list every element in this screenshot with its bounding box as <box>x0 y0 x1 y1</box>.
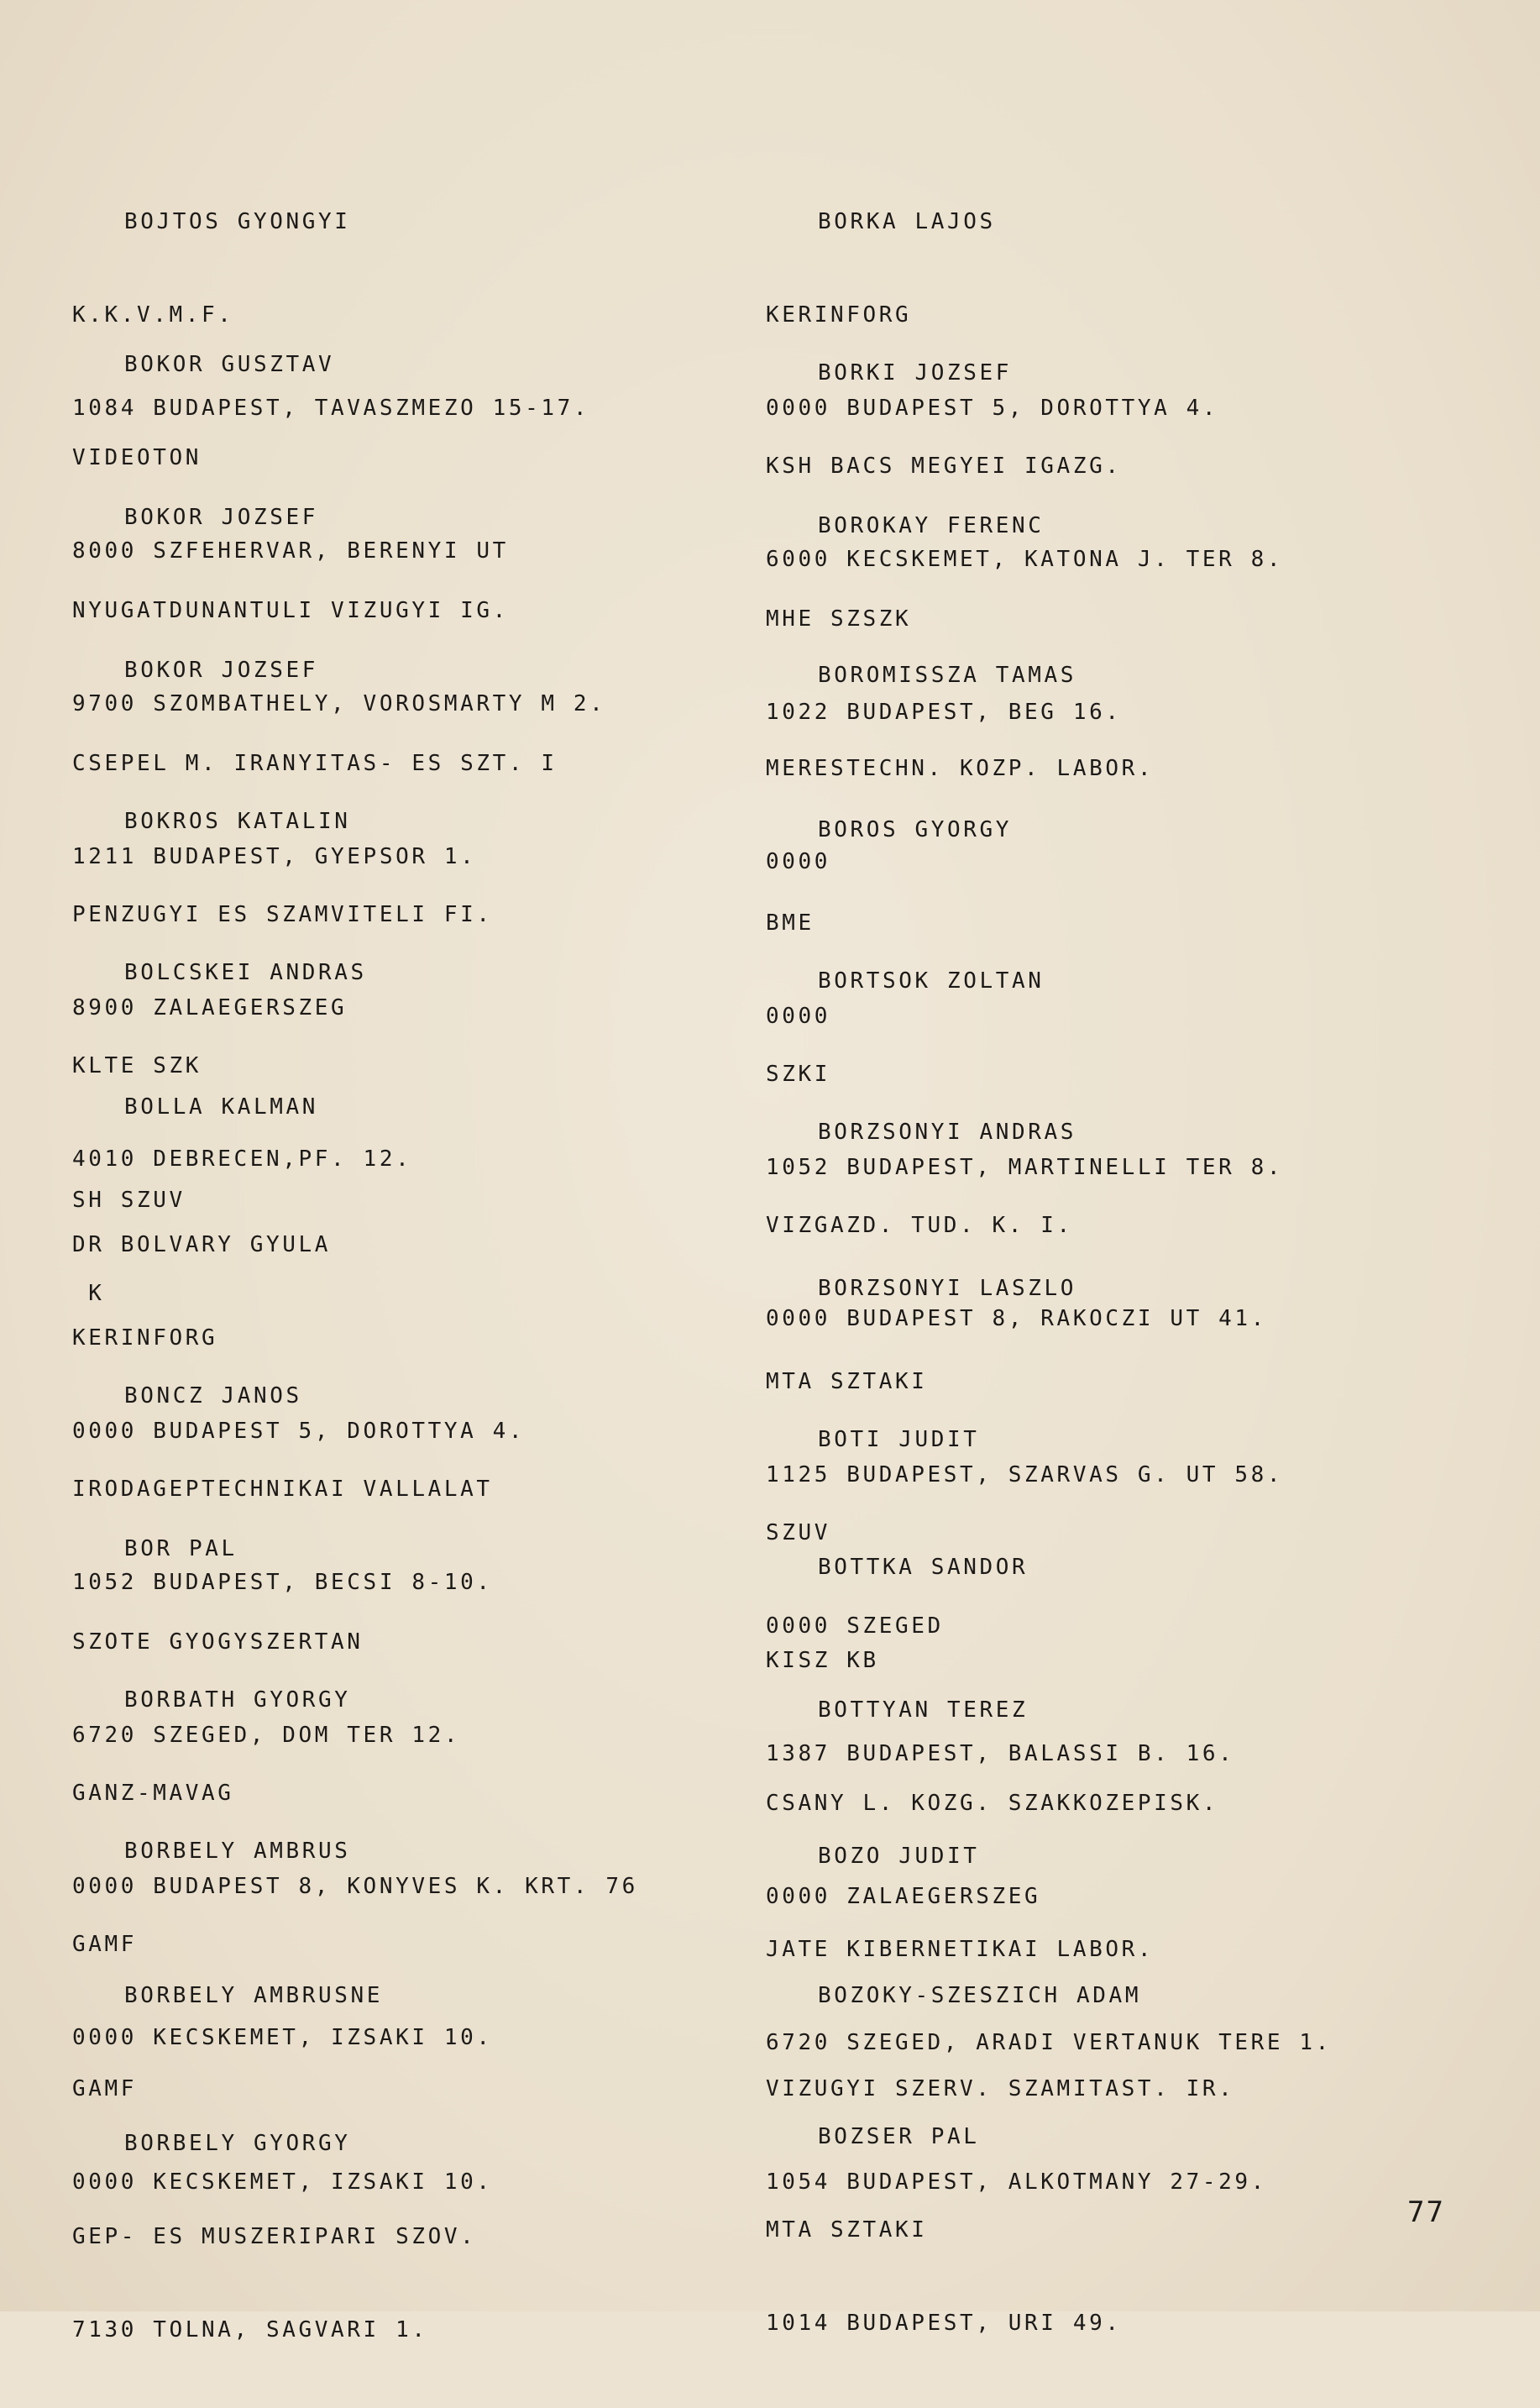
entry-name: BOTTKA SANDOR <box>818 1555 1029 1580</box>
entry-name: BORBELY AMBRUSNE <box>124 1983 384 2008</box>
entry-organization: KLTE SZK <box>72 1053 202 1078</box>
page-number: 77 <box>1407 2196 1445 2229</box>
entry-address: 0000 BUDAPEST 5, DOROTTYA 4. <box>72 1419 526 1444</box>
entry-name: BORBELY GYORGY <box>124 2131 351 2156</box>
entry-name: BOLCSKEI ANDRAS <box>124 960 367 985</box>
entry-address: 1052 BUDAPEST, BECSI 8-10. <box>72 1570 493 1595</box>
entry-organization: GEP- ES MUSZERIPARI SZOV. <box>72 2224 477 2249</box>
entry-name: BOTI JUDIT <box>818 1427 980 1452</box>
entry-organization: NYUGATDUNANTULI VIZUGYI IG. <box>72 598 509 623</box>
entry-address: 7130 TOLNA, SAGVARI 1. <box>72 2317 428 2342</box>
entry-name: BOZSER PAL <box>818 2124 980 2149</box>
entry-name: BOLLA KALMAN <box>124 1094 319 1120</box>
entry-address: 4010 DEBRECEN,PF. 12. <box>72 1146 412 1172</box>
entry-organization: KSH BACS MEGYEI IGAZG. <box>766 454 1122 479</box>
entry-name: BORZSONYI LASZLO <box>818 1276 1077 1301</box>
entry-organization: MTA SZTAKI <box>766 1369 928 1394</box>
entry-organization: VIDEOTON <box>72 445 202 470</box>
entry-organization: MERESTECHN. KOZP. LABOR. <box>766 756 1155 781</box>
entry-organization: SZUV <box>766 1520 831 1545</box>
entry-address: 1052 BUDAPEST, MARTINELLI TER 8. <box>766 1155 1284 1180</box>
entry-organization: GAMF <box>72 1932 138 1957</box>
entry-organization: IRODAGEPTECHNIKAI VALLALAT <box>72 1477 493 1502</box>
entry-name: BORBATH GYORGY <box>124 1687 351 1713</box>
entry-organization: MHE SZSZK <box>766 606 912 632</box>
entry-organization: GANZ-MAVAG <box>72 1781 234 1806</box>
entry-address: 1125 BUDAPEST, SZARVAS G. UT 58. <box>766 1462 1284 1487</box>
entry-name: BONCZ JANOS <box>124 1383 302 1409</box>
entry-organization: KERINFORG <box>766 302 912 328</box>
entry-address: 8900 ZALAEGERSZEG <box>72 995 348 1020</box>
entry-address: 1014 BUDAPEST, URI 49. <box>766 2311 1122 2336</box>
entry-address: 6720 SZEGED, ARADI VERTANUK TERE 1. <box>766 2030 1332 2055</box>
entry-address: 9700 SZOMBATHELY, VOROSMARTY M 2. <box>72 691 606 716</box>
directory-entry <box>766 2059 1122 2401</box>
entry-name: BOKOR JOZSEF <box>124 658 319 683</box>
entry-name: BORZSONYI ANDRAS <box>818 1120 1077 1145</box>
entry-name: BOKOR GUSZTAV <box>124 352 335 377</box>
entry-address: 8000 SZFEHERVAR, BERENYI UT <box>72 538 509 564</box>
entry-name: BOROMISSZA TAMAS <box>818 663 1077 688</box>
entry-address: 0000 KECSKEMET, IZSAKI 10. <box>72 2169 493 2195</box>
entry-address: 0000 ZALAEGERSZEG <box>766 1884 1041 1909</box>
entry-address: 0000 KECSKEMET, IZSAKI 10. <box>72 2025 493 2050</box>
entry-name: DR BOLVARY GYULA <box>72 1232 332 1257</box>
entry-organization: CSEPEL M. IRANYITAS- ES SZT. I <box>72 751 558 776</box>
entry-address: 0000 BUDAPEST 5, DOROTTYA 4. <box>766 396 1219 421</box>
entry-name: BOROS GYORGY <box>818 817 1013 842</box>
entry-name: BORTSOK ZOLTAN <box>818 968 1045 994</box>
entry-name: BORBELY AMBRUS <box>124 1839 351 1864</box>
entry-organization: CSANY L. KOZG. SZAKKOZEPISK. <box>766 1791 1219 1816</box>
entry-name: BOZOKY-SZESZICH ADAM <box>818 1983 1142 2008</box>
entry-organization: VIZUGYI SZERV. SZAMITAST. IR. <box>766 2076 1235 2101</box>
entry-organization: KERINFORG <box>72 1325 218 1351</box>
entry-name: BOZO JUDIT <box>818 1844 980 1869</box>
entry-name: BORKI JOZSEF <box>818 360 1013 386</box>
entry-name: BOROKAY FERENC <box>818 513 1045 538</box>
entry-address: 1211 BUDAPEST, GYEPSOR 1. <box>72 844 477 869</box>
entry-organization: GAMF <box>72 2076 138 2101</box>
entry-organization: PENZUGYI ES SZAMVITELI FI. <box>72 902 493 927</box>
entry-address: 0000 <box>766 1004 831 1029</box>
entry-address: 0000 <box>766 849 831 874</box>
entry-address: 1054 BUDAPEST, ALKOTMANY 27-29. <box>766 2169 1267 2195</box>
entry-organization: SZOTE GYOGYSZERTAN <box>72 1629 364 1655</box>
entry-organization: KISZ KB <box>766 1648 879 1673</box>
entry-organization: VIZGAZD. TUD. K. I. <box>766 1213 1073 1238</box>
entry-organization: JATE KIBERNETIKAI LABOR. <box>766 1937 1155 1962</box>
entry-address: 1387 BUDAPEST, BALASSI B. 16. <box>766 1741 1235 1766</box>
entry-address: 1084 BUDAPEST, TAVASZMEZO 15-17. <box>72 396 590 421</box>
entry-address: K <box>72 1281 105 1306</box>
entry-address: 6720 SZEGED, DOM TER 12. <box>72 1723 461 1748</box>
entry-organization: BME <box>766 910 815 936</box>
entry-organization: MTA SZTAKI <box>766 2217 928 2243</box>
entry-name: BOKOR JOZSEF <box>124 505 319 530</box>
entry-organization: K.K.V.M.F. <box>72 302 234 328</box>
entry-address: 0000 SZEGED <box>766 1613 944 1639</box>
entry-organization: SH SZUV <box>72 1188 186 1213</box>
entry-address: 0000 BUDAPEST 8, KONYVES K. KRT. 76 <box>72 1874 638 1899</box>
entry-organization: SZKI <box>766 1062 831 1087</box>
entry-name: BOTTYAN TEREZ <box>818 1697 1029 1723</box>
entry-name: BOR PAL <box>124 1536 238 1561</box>
entry-address: 6000 KECSKEMET, KATONA J. TER 8. <box>766 547 1284 572</box>
entry-name: BOKROS KATALIN <box>124 809 351 834</box>
entry-address: 1022 BUDAPEST, BEG 16. <box>766 700 1122 725</box>
entry-name: BOJTOS GYONGYI <box>124 209 351 234</box>
entry-name: BORKA LAJOS <box>818 209 996 234</box>
entry-address: 0000 BUDAPEST 8, RAKOCZI UT 41. <box>766 1306 1267 1331</box>
